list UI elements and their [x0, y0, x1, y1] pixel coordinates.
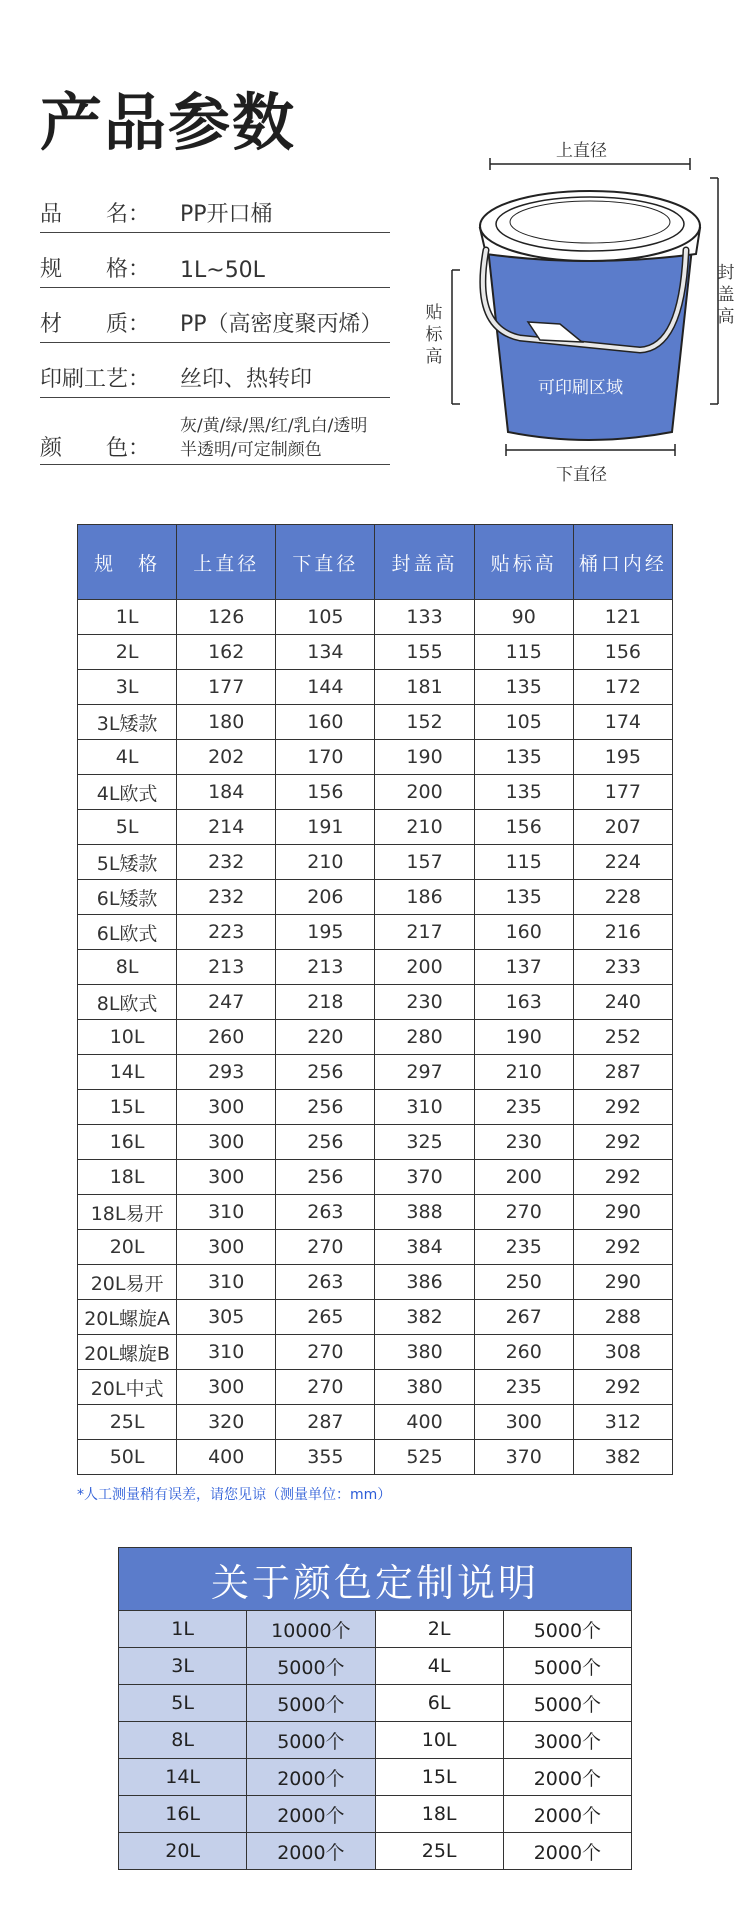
table-cell: 217	[375, 915, 474, 950]
table-cell: 5000个	[503, 1685, 631, 1722]
table-row	[78, 810, 673, 845]
bucket-diagram	[410, 128, 740, 485]
table-cell: 300	[177, 1090, 276, 1125]
table-cell: 191	[276, 810, 375, 845]
table-cell: 18L易开	[78, 1195, 177, 1230]
table-cell: 270	[276, 1335, 375, 1370]
spec-label: 规 格：	[40, 257, 151, 282]
table-row	[78, 600, 673, 635]
table-cell: 290	[573, 1265, 672, 1300]
table-cell: 292	[573, 1370, 672, 1405]
spec-row-color	[40, 406, 390, 465]
table-cell: 25L	[78, 1405, 177, 1440]
table-cell: 300	[474, 1405, 573, 1440]
table-cell: 135	[474, 740, 573, 775]
table-cell: 180	[177, 705, 276, 740]
table-cell: 310	[177, 1335, 276, 1370]
table-cell: 18L	[78, 1160, 177, 1195]
table-cell: 2000个	[247, 1833, 375, 1870]
table-cell: 186	[375, 880, 474, 915]
table-cell: 300	[177, 1125, 276, 1160]
table-cell: 115	[474, 635, 573, 670]
table-cell: 2000个	[503, 1759, 631, 1796]
size-table-body	[78, 600, 673, 1475]
table-cell: 293	[177, 1055, 276, 1090]
table-cell: 152	[375, 705, 474, 740]
table-cell: 224	[573, 845, 672, 880]
table-cell: 133	[375, 600, 474, 635]
table-row	[78, 775, 673, 810]
table-cell: 252	[573, 1020, 672, 1055]
table-cell: 6L	[375, 1685, 503, 1722]
table-row	[78, 1230, 673, 1265]
table-cell: 384	[375, 1230, 474, 1265]
color-options-line1: 灰/黄/绿/黑/红/乳白/透明	[180, 416, 368, 436]
table-cell: 256	[276, 1125, 375, 1160]
table-cell: 5L矮款	[78, 845, 177, 880]
table-cell: 300	[177, 1160, 276, 1195]
table-cell: 20L	[119, 1833, 247, 1870]
table-cell: 8L	[78, 950, 177, 985]
table-row	[78, 1125, 673, 1160]
table-cell: 223	[177, 915, 276, 950]
table-cell: 2000个	[247, 1759, 375, 1796]
table-cell: 310	[177, 1265, 276, 1300]
table-cell: 14L	[119, 1759, 247, 1796]
table-cell: 235	[474, 1090, 573, 1125]
table-row	[78, 1265, 673, 1300]
table-cell: 4L欧式	[78, 775, 177, 810]
table-cell: 310	[177, 1195, 276, 1230]
table-cell: 388	[375, 1195, 474, 1230]
table-row	[78, 915, 673, 950]
table-cell: 20L中式	[78, 1370, 177, 1405]
table-cell: 312	[573, 1405, 672, 1440]
table-cell: 155	[375, 635, 474, 670]
table-cell: 6L矮款	[78, 880, 177, 915]
table-cell: 177	[177, 670, 276, 705]
table-cell: 6L欧式	[78, 915, 177, 950]
table-cell: 18L	[375, 1796, 503, 1833]
table-cell: 15L	[375, 1759, 503, 1796]
table-cell: 320	[177, 1405, 276, 1440]
table-cell: 3L	[119, 1648, 247, 1685]
table-cell: 380	[375, 1370, 474, 1405]
spec-label: 印刷工艺：	[40, 367, 151, 392]
table-cell: 263	[276, 1265, 375, 1300]
table-cell: 20L易开	[78, 1265, 177, 1300]
table-cell: 5L	[119, 1685, 247, 1722]
table-cell: 230	[375, 985, 474, 1020]
spec-value: PP开口桶	[180, 202, 273, 227]
table-cell: 126	[177, 600, 276, 635]
table-cell: 134	[276, 635, 375, 670]
table-cell: 370	[375, 1160, 474, 1195]
table-cell: 297	[375, 1055, 474, 1090]
table-cell: 214	[177, 810, 276, 845]
table-cell: 233	[573, 950, 672, 985]
col-label-height: 贴标高	[474, 525, 573, 600]
table-cell: 386	[375, 1265, 474, 1300]
table-cell: 228	[573, 880, 672, 915]
table-cell: 160	[276, 705, 375, 740]
table-cell: 14L	[78, 1055, 177, 1090]
table-cell: 280	[375, 1020, 474, 1055]
table-cell: 16L	[78, 1125, 177, 1160]
table-cell: 5000个	[503, 1611, 631, 1648]
table-cell: 4L	[375, 1648, 503, 1685]
table-cell: 105	[276, 600, 375, 635]
table-cell: 292	[573, 1230, 672, 1265]
table-row	[78, 635, 673, 670]
table-cell: 287	[573, 1055, 672, 1090]
table-cell: 135	[474, 670, 573, 705]
table-row	[119, 1796, 632, 1833]
table-row	[78, 1020, 673, 1055]
measurement-note: *人工测量稍有误差，请您见谅（测量单位：mm）	[77, 1487, 392, 1503]
table-cell: 300	[177, 1230, 276, 1265]
table-row	[119, 1685, 632, 1722]
spec-row-printing	[40, 351, 390, 398]
table-row	[119, 1648, 632, 1685]
spec-label: 颜 色：	[40, 436, 151, 461]
table-cell: 210	[276, 845, 375, 880]
table-cell: 1L	[119, 1611, 247, 1648]
table-cell: 308	[573, 1335, 672, 1370]
table-cell: 170	[276, 740, 375, 775]
table-cell: 288	[573, 1300, 672, 1335]
table-cell: 15L	[78, 1090, 177, 1125]
table-row	[78, 1055, 673, 1090]
table-cell: 90	[474, 600, 573, 635]
table-row	[78, 1300, 673, 1335]
table-cell: 235	[474, 1230, 573, 1265]
spec-row-size	[40, 241, 390, 288]
table-row	[119, 1611, 632, 1648]
table-cell: 290	[573, 1195, 672, 1230]
table-cell: 260	[474, 1335, 573, 1370]
table-cell: 2L	[78, 635, 177, 670]
table-cell: 16L	[119, 1796, 247, 1833]
table-cell: 267	[474, 1300, 573, 1335]
table-cell: 163	[474, 985, 573, 1020]
table-cell: 210	[474, 1055, 573, 1090]
table-cell: 3L矮款	[78, 705, 177, 740]
table-cell: 121	[573, 600, 672, 635]
table-row	[78, 1370, 673, 1405]
table-cell: 50L	[78, 1440, 177, 1475]
table-cell: 172	[573, 670, 672, 705]
size-table	[77, 524, 673, 1475]
table-row	[78, 740, 673, 775]
table-cell: 218	[276, 985, 375, 1020]
table-cell: 240	[573, 985, 672, 1020]
table-cell: 1L	[78, 600, 177, 635]
table-cell: 380	[375, 1335, 474, 1370]
spec-value: 1L~50L	[180, 258, 265, 283]
table-cell: 355	[276, 1440, 375, 1475]
table-cell: 10L	[78, 1020, 177, 1055]
table-cell: 256	[276, 1160, 375, 1195]
table-cell: 137	[474, 950, 573, 985]
table-row	[78, 880, 673, 915]
table-cell: 135	[474, 880, 573, 915]
spec-value: PP（高密度聚丙烯）	[180, 312, 383, 337]
table-cell: 325	[375, 1125, 474, 1160]
lid-height-label: 封 盖 高	[717, 263, 735, 327]
table-cell: 260	[177, 1020, 276, 1055]
table-cell: 156	[573, 635, 672, 670]
color-table-title: 关于颜色定制说明	[119, 1548, 632, 1611]
table-cell: 181	[375, 670, 474, 705]
table-cell: 20L螺旋B	[78, 1335, 177, 1370]
table-cell: 5000个	[247, 1648, 375, 1685]
spec-list	[40, 186, 390, 473]
table-row	[78, 1195, 673, 1230]
table-cell: 174	[573, 705, 672, 740]
table-cell: 195	[276, 915, 375, 950]
spec-label: 材 质：	[40, 312, 151, 337]
spec-row-material	[40, 296, 390, 343]
table-cell: 207	[573, 810, 672, 845]
table-row	[78, 1440, 673, 1475]
table-row	[78, 670, 673, 705]
col-lid-height: 封盖高	[375, 525, 474, 600]
table-cell: 3000个	[503, 1722, 631, 1759]
label-height-label: 贴 标 高	[425, 303, 443, 367]
color-table-body	[119, 1611, 632, 1870]
table-cell: 156	[474, 810, 573, 845]
table-cell: 200	[474, 1160, 573, 1195]
table-row	[78, 1335, 673, 1370]
table-cell: 3L	[78, 670, 177, 705]
table-cell: 382	[573, 1440, 672, 1475]
table-cell: 190	[474, 1020, 573, 1055]
table-cell: 202	[177, 740, 276, 775]
table-cell: 263	[276, 1195, 375, 1230]
table-cell: 20L	[78, 1230, 177, 1265]
table-cell: 25L	[375, 1833, 503, 1870]
table-cell: 162	[177, 635, 276, 670]
table-cell: 8L欧式	[78, 985, 177, 1020]
table-row	[119, 1722, 632, 1759]
table-cell: 4L	[78, 740, 177, 775]
table-cell: 256	[276, 1090, 375, 1125]
table-cell: 5000个	[503, 1648, 631, 1685]
color-options-line2: 半透明/可定制颜色	[180, 440, 322, 460]
print-area-label: 可印刷区域	[538, 378, 623, 398]
table-cell: 206	[276, 880, 375, 915]
table-cell: 270	[474, 1195, 573, 1230]
table-cell: 200	[375, 950, 474, 985]
col-mouth-inner: 桶口内经	[573, 525, 672, 600]
table-cell: 265	[276, 1300, 375, 1335]
table-cell: 305	[177, 1300, 276, 1335]
table-cell: 5L	[78, 810, 177, 845]
spec-row-name	[40, 186, 390, 233]
table-cell: 200	[375, 775, 474, 810]
table-cell: 525	[375, 1440, 474, 1475]
table-cell: 135	[474, 775, 573, 810]
table-cell: 2L	[375, 1611, 503, 1648]
col-spec: 规 格	[78, 525, 177, 600]
table-cell: 213	[276, 950, 375, 985]
table-cell: 400	[177, 1440, 276, 1475]
table-cell: 292	[573, 1125, 672, 1160]
table-cell: 10L	[375, 1722, 503, 1759]
table-cell: 184	[177, 775, 276, 810]
table-cell: 5000个	[247, 1685, 375, 1722]
table-cell: 232	[177, 845, 276, 880]
spec-value	[180, 414, 367, 462]
table-cell: 270	[276, 1230, 375, 1265]
table-cell: 10000个	[247, 1611, 375, 1648]
table-cell: 400	[375, 1405, 474, 1440]
col-bottom-diameter: 下直径	[276, 525, 375, 600]
table-row	[78, 705, 673, 740]
table-cell: 2000个	[503, 1796, 631, 1833]
table-row	[78, 985, 673, 1020]
top-diameter-label: 上直径	[556, 141, 607, 161]
col-top-diameter: 上直径	[177, 525, 276, 600]
table-cell: 310	[375, 1090, 474, 1125]
table-cell: 20L螺旋A	[78, 1300, 177, 1335]
table-cell: 216	[573, 915, 672, 950]
spec-value: 丝印、热转印	[180, 367, 313, 392]
table-cell: 2000个	[503, 1833, 631, 1870]
table-cell: 105	[474, 705, 573, 740]
table-row	[119, 1759, 632, 1796]
table-row	[119, 1833, 632, 1870]
table-cell: 177	[573, 775, 672, 810]
table-cell: 115	[474, 845, 573, 880]
table-cell: 195	[573, 740, 672, 775]
table-cell: 232	[177, 880, 276, 915]
table-row	[78, 1160, 673, 1195]
table-cell: 8L	[119, 1722, 247, 1759]
size-table-header	[78, 525, 673, 600]
bottom-diameter-label: 下直径	[556, 465, 607, 485]
table-cell: 370	[474, 1440, 573, 1475]
table-cell: 190	[375, 740, 474, 775]
table-cell: 213	[177, 950, 276, 985]
spec-label: 品 名：	[40, 202, 151, 227]
table-cell: 5000个	[247, 1722, 375, 1759]
table-cell: 230	[474, 1125, 573, 1160]
table-cell: 292	[573, 1160, 672, 1195]
table-cell: 300	[177, 1370, 276, 1405]
table-cell: 144	[276, 670, 375, 705]
table-row	[78, 1405, 673, 1440]
page-title: 产品参数	[40, 86, 297, 159]
table-cell: 270	[276, 1370, 375, 1405]
table-cell: 250	[474, 1265, 573, 1300]
table-row	[78, 950, 673, 985]
color-custom-table	[118, 1547, 632, 1870]
table-row	[78, 1090, 673, 1125]
table-cell: 157	[375, 845, 474, 880]
table-row	[78, 845, 673, 880]
table-cell: 247	[177, 985, 276, 1020]
table-cell: 220	[276, 1020, 375, 1055]
bucket-drawing	[410, 128, 740, 478]
table-cell: 256	[276, 1055, 375, 1090]
table-cell: 160	[474, 915, 573, 950]
table-cell: 287	[276, 1405, 375, 1440]
table-cell: 235	[474, 1370, 573, 1405]
table-cell: 156	[276, 775, 375, 810]
table-cell: 210	[375, 810, 474, 845]
table-cell: 382	[375, 1300, 474, 1335]
table-cell: 2000个	[247, 1796, 375, 1833]
table-cell: 292	[573, 1090, 672, 1125]
